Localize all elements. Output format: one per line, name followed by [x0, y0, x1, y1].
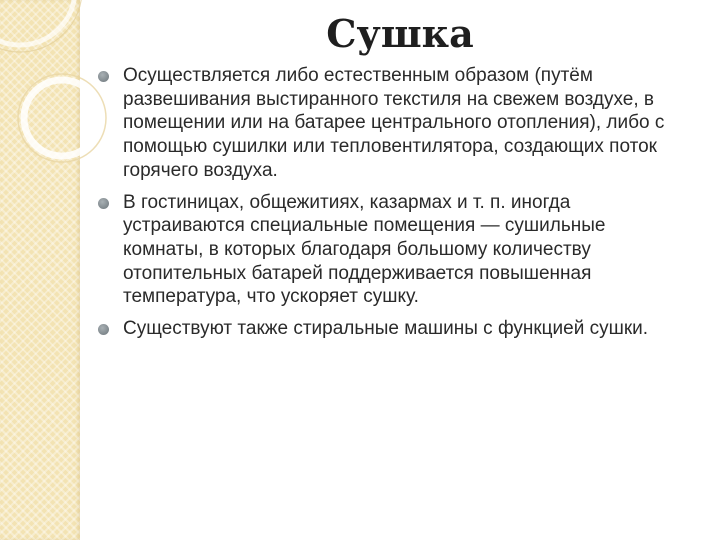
bullet-item	[96, 191, 686, 310]
bullet-dot-icon	[98, 71, 109, 82]
slide-title: Сушка	[326, 11, 474, 56]
bullet-text: Осуществляется либо естественным образом (путём развешивания выстиранного текстиля на свежем воздухе, в помещении или на батарее центрального отопления), либо с помощью сушилки или тепловентилятора, создающих поток горячего воздуха.	[123, 65, 665, 181]
bullet-list	[96, 64, 686, 349]
bullet-text: Существуют также стиральные машины с функцией сушки.	[123, 318, 649, 340]
bullet-dot-icon	[98, 324, 109, 335]
bullet-item	[96, 317, 686, 341]
bullet-item	[96, 64, 686, 183]
bullet-text: В гостиницах, общежитиях, казармах и т. п. иногда устраиваются специальные помещения — сушильные комнаты, в которых благодаря большому количеству отопительных батарей поддерживается повышенная температура, что ускоряет сушку.	[123, 191, 606, 308]
bullet-dot-icon	[98, 198, 109, 209]
